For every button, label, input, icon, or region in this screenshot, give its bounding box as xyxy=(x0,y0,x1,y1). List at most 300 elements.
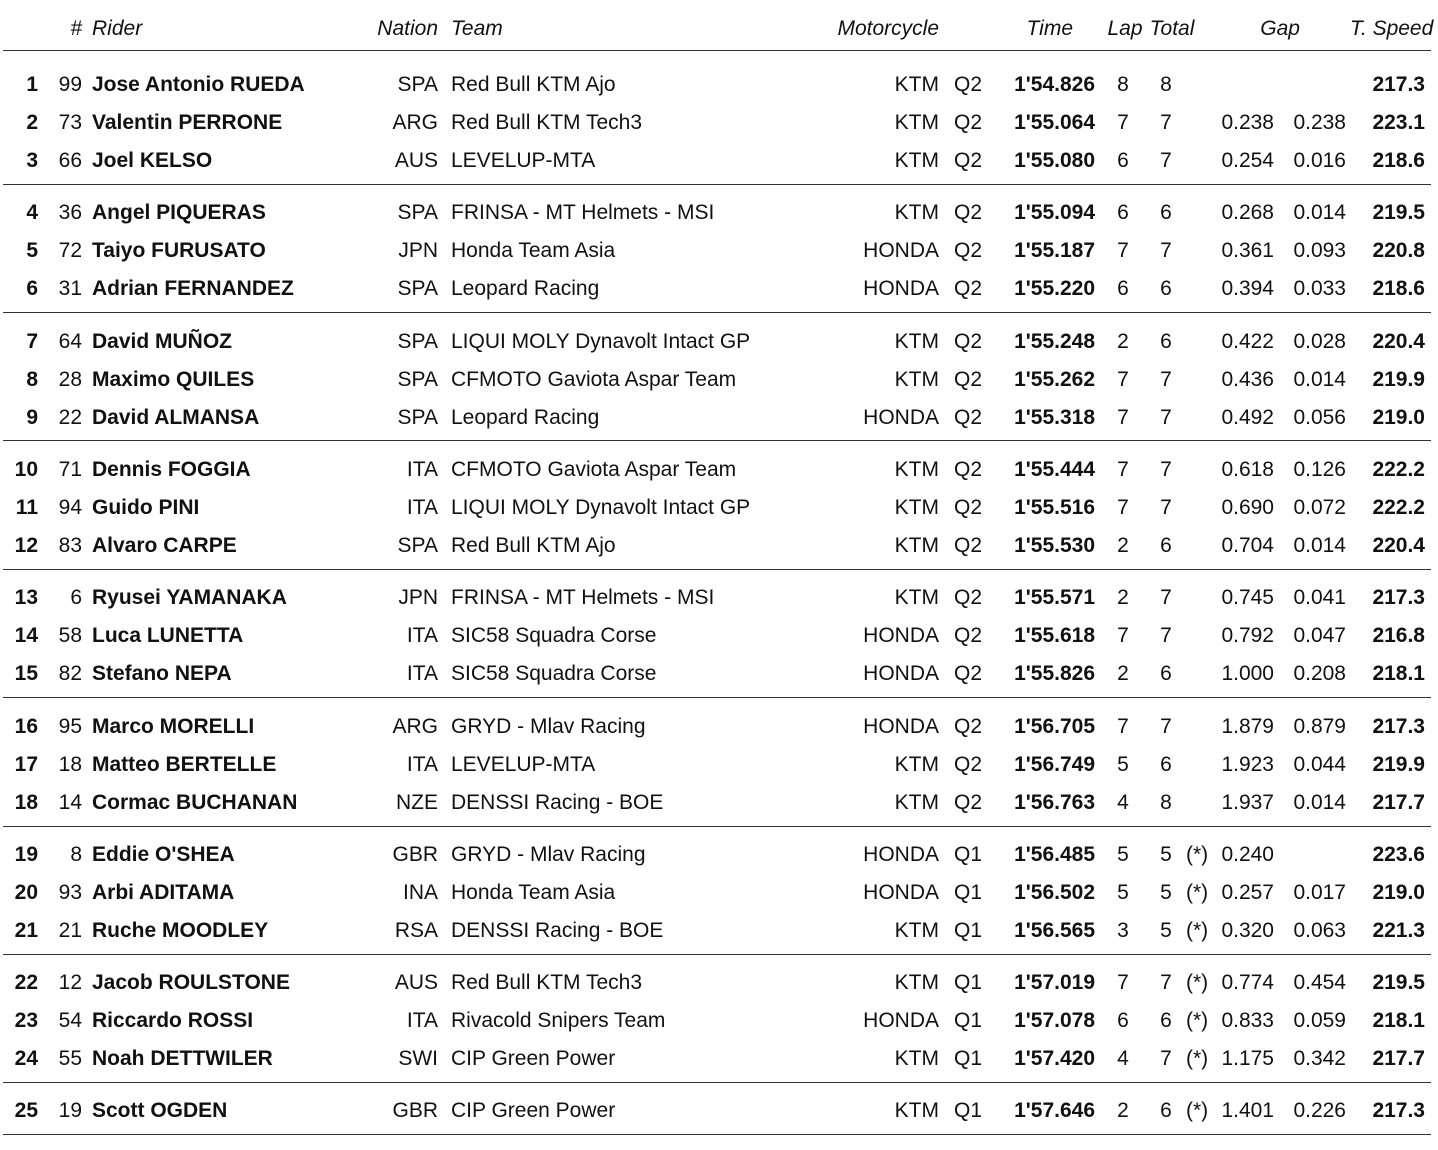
cell-session: Q2 xyxy=(954,586,983,609)
cell-lap: 2 xyxy=(1117,534,1129,557)
cell-rider: Eddie O'SHEA xyxy=(92,843,235,866)
cell-total: 8 xyxy=(1160,73,1172,96)
cell-rider: Maximo QUILES xyxy=(92,368,255,391)
cell-rider: Jacob ROULSTONE xyxy=(92,971,290,994)
cell-num: 72 xyxy=(58,239,82,262)
cell-pos: 12 xyxy=(14,534,38,557)
table-row xyxy=(0,493,1438,523)
cell-prev: 0.017 xyxy=(1293,881,1346,904)
cell-rider: Taiyo FURUSATO xyxy=(92,239,266,262)
cell-time: 1'54.826 xyxy=(1014,73,1095,96)
cell-moto: HONDA xyxy=(863,624,939,647)
cell-total: 7 xyxy=(1160,496,1172,519)
cell-session: Q1 xyxy=(954,1047,983,1070)
cell-team: LIQUI MOLY Dynavolt Intact GP xyxy=(451,496,751,519)
cell-pos: 13 xyxy=(14,586,38,609)
table-row xyxy=(0,750,1438,780)
cell-time: 1'55.187 xyxy=(1014,239,1095,262)
cell-rider: Jose Antonio RUEDA xyxy=(92,73,305,96)
cell-moto: HONDA xyxy=(863,239,939,262)
cell-prev: 0.033 xyxy=(1293,277,1346,300)
cell-gap: 0.422 xyxy=(1221,330,1274,353)
cell-total: 7 xyxy=(1160,1047,1172,1070)
cell-nation: SPA xyxy=(397,368,438,391)
cell-prev: 0.454 xyxy=(1293,971,1346,994)
cell-gap: 0.833 xyxy=(1221,1009,1274,1032)
cell-num: 28 xyxy=(58,368,82,391)
cell-moto: KTM xyxy=(894,534,939,557)
cell-prev: 0.226 xyxy=(1293,1099,1346,1122)
cell-session: Q2 xyxy=(954,330,983,353)
cell-speed: 219.0 xyxy=(1372,406,1425,429)
group-divider xyxy=(3,826,1431,827)
cell-team: LIQUI MOLY Dynavolt Intact GP xyxy=(451,330,751,353)
cell-pos: 10 xyxy=(14,458,38,481)
cell-total: 7 xyxy=(1160,586,1172,609)
cell-nation: ITA xyxy=(406,624,438,647)
cell-rider: Guido PINI xyxy=(92,496,200,519)
cell-gap: 0.394 xyxy=(1221,277,1274,300)
cell-nation: ITA xyxy=(406,458,438,481)
cell-moto: KTM xyxy=(894,149,939,172)
cell-nation: ARG xyxy=(392,715,438,738)
cell-session: Q1 xyxy=(954,1099,983,1122)
cell-pos: 23 xyxy=(14,1009,38,1032)
cell-lap: 3 xyxy=(1117,919,1129,942)
cell-star: (*) xyxy=(1186,919,1209,942)
cell-time: 1'55.220 xyxy=(1014,277,1095,300)
cell-team: DENSSI Racing - BOE xyxy=(451,919,664,942)
cell-pos: 8 xyxy=(26,368,38,391)
cell-pos: 20 xyxy=(14,881,38,904)
cell-lap: 5 xyxy=(1117,843,1129,866)
cell-moto: HONDA xyxy=(863,881,939,904)
cell-speed: 218.1 xyxy=(1372,662,1425,685)
cell-gap: 0.268 xyxy=(1221,201,1274,224)
cell-rider: Dennis FOGGIA xyxy=(92,458,251,481)
group-divider xyxy=(3,697,1431,698)
cell-lap: 7 xyxy=(1117,624,1129,647)
cell-lap: 2 xyxy=(1117,330,1129,353)
cell-moto: HONDA xyxy=(863,406,939,429)
cell-nation: NZE xyxy=(396,791,438,814)
cell-rider: Scott OGDEN xyxy=(92,1099,228,1122)
cell-pos: 4 xyxy=(26,201,38,224)
cell-rider: Stefano NEPA xyxy=(92,662,232,685)
cell-rider: Riccardo ROSSI xyxy=(92,1009,254,1032)
cell-prev xyxy=(1280,70,1346,100)
cell-gap: 0.436 xyxy=(1221,368,1274,391)
cell-team: GRYD - Mlav Racing xyxy=(451,715,646,738)
cell-nation: GBR xyxy=(392,1099,438,1122)
group-divider xyxy=(3,1134,1431,1135)
table-row xyxy=(0,968,1438,998)
cell-time: 1'55.618 xyxy=(1014,624,1095,647)
cell-moto: KTM xyxy=(894,73,939,96)
cell-gap: 0.690 xyxy=(1221,496,1274,519)
cell-time: 1'55.080 xyxy=(1014,149,1095,172)
cell-lap: 2 xyxy=(1117,1099,1129,1122)
cell-lap: 7 xyxy=(1117,368,1129,391)
cell-session: Q1 xyxy=(954,919,983,942)
cell-lap: 7 xyxy=(1117,715,1129,738)
cell-moto: KTM xyxy=(894,201,939,224)
cell-session: Q2 xyxy=(954,111,983,134)
cell-num: 58 xyxy=(58,624,82,647)
table-row xyxy=(0,583,1438,613)
table-row xyxy=(0,916,1438,946)
cell-pos: 21 xyxy=(14,919,38,942)
cell-prev: 0.014 xyxy=(1293,201,1346,224)
cell-session: Q1 xyxy=(954,971,983,994)
cell-speed: 217.3 xyxy=(1372,1099,1425,1122)
cell-num: 73 xyxy=(58,111,82,134)
cell-total: 6 xyxy=(1160,662,1172,685)
col-time-header: Time xyxy=(1026,17,1073,40)
cell-session: Q2 xyxy=(954,753,983,776)
cell-prev: 0.044 xyxy=(1293,753,1346,776)
cell-time: 1'55.064 xyxy=(1014,111,1095,134)
cell-speed: 217.3 xyxy=(1372,586,1425,609)
cell-nation: SPA xyxy=(397,277,438,300)
cell-pos: 1 xyxy=(26,73,38,96)
cell-rider: Luca LUNETTA xyxy=(92,624,244,647)
cell-num: 93 xyxy=(58,881,82,904)
cell-team: FRINSA - MT Helmets - MSI xyxy=(451,586,715,609)
cell-num: 99 xyxy=(58,73,82,96)
cell-prev: 0.063 xyxy=(1293,919,1346,942)
col-total-header: Total xyxy=(1149,17,1195,40)
cell-pos: 18 xyxy=(14,791,38,814)
cell-rider: Alvaro CARPE xyxy=(92,534,237,557)
table-row xyxy=(0,712,1438,742)
cell-rider: David MUÑOZ xyxy=(92,330,233,353)
cell-pos: 15 xyxy=(14,662,38,685)
cell-nation: SPA xyxy=(397,330,438,353)
cell-speed: 220.4 xyxy=(1372,534,1425,557)
cell-session: Q1 xyxy=(954,1009,983,1032)
cell-nation: SPA xyxy=(397,534,438,557)
cell-rider: Arbi ADITAMA xyxy=(92,881,235,904)
cell-team: Honda Team Asia xyxy=(451,881,616,904)
cell-star: (*) xyxy=(1186,881,1209,904)
col-rider-header: Rider xyxy=(92,17,143,40)
col-nation-header: Nation xyxy=(377,17,438,40)
cell-nation: RSA xyxy=(394,919,438,942)
cell-gap: 0.792 xyxy=(1221,624,1274,647)
cell-lap: 2 xyxy=(1117,662,1129,685)
cell-session: Q2 xyxy=(954,624,983,647)
table-row xyxy=(0,146,1438,176)
table-row xyxy=(0,531,1438,561)
table-row xyxy=(0,621,1438,651)
cell-speed: 217.3 xyxy=(1372,73,1425,96)
cell-num: 22 xyxy=(58,406,82,429)
cell-gap: 1.937 xyxy=(1221,791,1274,814)
cell-prev: 0.208 xyxy=(1293,662,1346,685)
cell-prev: 0.093 xyxy=(1293,239,1346,262)
group-divider xyxy=(3,569,1431,570)
cell-speed: 220.8 xyxy=(1372,239,1425,262)
cell-session: Q2 xyxy=(954,73,983,96)
cell-gap: 0.257 xyxy=(1221,881,1274,904)
cell-prev: 0.059 xyxy=(1293,1009,1346,1032)
table-row xyxy=(0,327,1438,357)
group-divider xyxy=(3,1082,1431,1083)
cell-nation: JPN xyxy=(398,239,438,262)
cell-pos: 2 xyxy=(26,111,38,134)
cell-moto: KTM xyxy=(894,330,939,353)
cell-team: SIC58 Squadra Corse xyxy=(451,662,657,685)
cell-nation: ARG xyxy=(392,111,438,134)
cell-total: 7 xyxy=(1160,715,1172,738)
cell-rider: Marco MORELLI xyxy=(92,715,255,738)
group-divider xyxy=(3,184,1431,185)
cell-team: CFMOTO Gaviota Aspar Team xyxy=(451,368,737,391)
cell-total: 7 xyxy=(1160,458,1172,481)
cell-gap: 0.240 xyxy=(1221,843,1274,866)
cell-team: GRYD - Mlav Racing xyxy=(451,843,646,866)
cell-nation: JPN xyxy=(398,586,438,609)
cell-moto: HONDA xyxy=(863,715,939,738)
cell-total: 7 xyxy=(1160,624,1172,647)
cell-num: 18 xyxy=(58,753,82,776)
cell-gap: 1.401 xyxy=(1221,1099,1274,1122)
cell-time: 1'55.094 xyxy=(1014,201,1095,224)
cell-time: 1'57.420 xyxy=(1014,1047,1095,1070)
cell-nation: SPA xyxy=(397,406,438,429)
cell-nation: ITA xyxy=(406,662,438,685)
cell-speed: 222.2 xyxy=(1372,458,1425,481)
cell-speed: 218.1 xyxy=(1372,1009,1425,1032)
cell-team: Leopard Racing xyxy=(451,277,600,300)
table-row xyxy=(0,840,1438,870)
col-num-header: # xyxy=(70,17,82,40)
cell-num: 6 xyxy=(70,586,82,609)
cell-gap: 1.923 xyxy=(1221,753,1274,776)
cell-speed: 217.7 xyxy=(1372,1047,1425,1070)
cell-session: Q2 xyxy=(954,458,983,481)
cell-pos: 19 xyxy=(14,843,38,866)
cell-speed: 219.0 xyxy=(1372,881,1425,904)
cell-team: CFMOTO Gaviota Aspar Team xyxy=(451,458,737,481)
cell-moto: KTM xyxy=(894,458,939,481)
cell-gap: 0.774 xyxy=(1221,971,1274,994)
cell-time: 1'55.530 xyxy=(1014,534,1095,557)
table-row xyxy=(0,878,1438,908)
cell-nation: ITA xyxy=(406,496,438,519)
cell-lap: 2 xyxy=(1117,586,1129,609)
cell-rider: Noah DETTWILER xyxy=(92,1047,273,1070)
cell-speed: 223.6 xyxy=(1372,843,1425,866)
cell-rider: Matteo BERTELLE xyxy=(92,753,277,776)
cell-num: 12 xyxy=(58,971,82,994)
cell-total: 7 xyxy=(1160,239,1172,262)
cell-session: Q2 xyxy=(954,368,983,391)
cell-total: 5 xyxy=(1160,919,1172,942)
cell-session: Q2 xyxy=(954,277,983,300)
cell-speed: 217.3 xyxy=(1372,715,1425,738)
cell-pos: 22 xyxy=(14,971,38,994)
cell-total: 6 xyxy=(1160,534,1172,557)
cell-time: 1'57.646 xyxy=(1014,1099,1095,1122)
cell-gap: 0.745 xyxy=(1221,586,1274,609)
cell-team: Red Bull KTM Ajo xyxy=(451,534,616,557)
cell-rider: Ryusei YAMANAKA xyxy=(92,586,287,609)
cell-total: 6 xyxy=(1160,1099,1172,1122)
cell-team: Red Bull KTM Tech3 xyxy=(451,111,643,134)
cell-prev: 0.342 xyxy=(1293,1047,1346,1070)
group-divider xyxy=(3,954,1431,955)
cell-moto: HONDA xyxy=(863,843,939,866)
cell-moto: HONDA xyxy=(863,277,939,300)
cell-session: Q2 xyxy=(954,662,983,685)
cell-total: 7 xyxy=(1160,368,1172,391)
header-divider xyxy=(3,50,1431,51)
col-speed-header: T. Speed xyxy=(1350,17,1434,40)
cell-speed: 223.1 xyxy=(1372,111,1425,134)
cell-session: Q2 xyxy=(954,201,983,224)
cell-star: (*) xyxy=(1186,843,1209,866)
cell-moto: KTM xyxy=(894,586,939,609)
cell-num: 94 xyxy=(58,496,82,519)
cell-moto: HONDA xyxy=(863,1009,939,1032)
table-row xyxy=(0,788,1438,818)
table-row xyxy=(0,365,1438,395)
cell-prev: 0.028 xyxy=(1293,330,1346,353)
cell-lap: 5 xyxy=(1117,753,1129,776)
table-row xyxy=(0,659,1438,689)
cell-time: 1'57.078 xyxy=(1014,1009,1095,1032)
cell-time: 1'56.705 xyxy=(1014,715,1095,738)
cell-lap: 7 xyxy=(1117,239,1129,262)
cell-session: Q2 xyxy=(954,239,983,262)
cell-speed: 218.6 xyxy=(1372,149,1425,172)
table-row xyxy=(0,1044,1438,1074)
cell-lap: 7 xyxy=(1117,971,1129,994)
cell-pos: 14 xyxy=(14,624,38,647)
cell-gap: 0.254 xyxy=(1221,149,1274,172)
table-row xyxy=(0,1006,1438,1036)
cell-rider: Adrian FERNANDEZ xyxy=(92,277,294,300)
cell-time: 1'56.485 xyxy=(1014,843,1095,866)
cell-num: 64 xyxy=(58,330,82,353)
cell-num: 82 xyxy=(58,662,82,685)
table-row xyxy=(0,236,1438,266)
cell-moto: KTM xyxy=(894,496,939,519)
cell-moto: KTM xyxy=(894,1099,939,1122)
cell-star: (*) xyxy=(1186,971,1209,994)
cell-num: 8 xyxy=(70,843,82,866)
cell-gap: 0.618 xyxy=(1221,458,1274,481)
col-motorcycle-header: Motorcycle xyxy=(837,17,939,40)
col-lap-header: Lap xyxy=(1107,17,1143,40)
cell-lap: 5 xyxy=(1117,881,1129,904)
cell-prev: 0.126 xyxy=(1293,458,1346,481)
cell-time: 1'55.826 xyxy=(1014,662,1095,685)
cell-num: 95 xyxy=(58,715,82,738)
cell-speed: 219.5 xyxy=(1372,971,1425,994)
cell-moto: KTM xyxy=(894,753,939,776)
cell-num: 21 xyxy=(58,919,82,942)
cell-num: 55 xyxy=(58,1047,82,1070)
cell-gap: 0.320 xyxy=(1221,919,1274,942)
cell-prev: 0.014 xyxy=(1293,791,1346,814)
cell-rider: Valentin PERRONE xyxy=(92,111,283,134)
cell-speed: 218.6 xyxy=(1372,277,1425,300)
cell-nation: INA xyxy=(402,881,438,904)
table-row xyxy=(0,198,1438,228)
cell-num: 19 xyxy=(58,1099,82,1122)
cell-num: 36 xyxy=(58,201,82,224)
cell-rider: Cormac BUCHANAN xyxy=(92,791,298,814)
cell-pos: 16 xyxy=(14,715,38,738)
cell-moto: HONDA xyxy=(863,662,939,685)
cell-moto: KTM xyxy=(894,1047,939,1070)
cell-pos: 17 xyxy=(14,753,38,776)
cell-pos: 11 xyxy=(15,496,38,519)
cell-speed: 219.9 xyxy=(1372,753,1425,776)
cell-prev: 0.238 xyxy=(1293,111,1346,134)
cell-nation: SPA xyxy=(397,73,438,96)
cell-session: Q1 xyxy=(954,843,983,866)
cell-nation: SWI xyxy=(398,1047,438,1070)
group-divider xyxy=(3,312,1431,313)
cell-team: Honda Team Asia xyxy=(451,239,616,262)
cell-lap: 7 xyxy=(1117,496,1129,519)
cell-total: 6 xyxy=(1160,1009,1172,1032)
cell-rider: Ruche MOODLEY xyxy=(92,919,269,942)
table-row xyxy=(0,403,1438,433)
cell-lap: 4 xyxy=(1117,1047,1129,1070)
cell-lap: 6 xyxy=(1117,149,1129,172)
cell-time: 1'55.318 xyxy=(1014,406,1095,429)
cell-pos: 7 xyxy=(26,330,38,353)
cell-nation: ITA xyxy=(406,753,438,776)
cell-team: CIP Green Power xyxy=(451,1099,616,1122)
cell-moto: KTM xyxy=(894,791,939,814)
cell-prev: 0.047 xyxy=(1293,624,1346,647)
cell-nation: SPA xyxy=(397,201,438,224)
cell-nation: GBR xyxy=(392,843,438,866)
cell-speed: 219.9 xyxy=(1372,368,1425,391)
cell-session: Q2 xyxy=(954,715,983,738)
cell-lap: 6 xyxy=(1117,277,1129,300)
cell-num: 83 xyxy=(58,534,82,557)
cell-team: Red Bull KTM Ajo xyxy=(451,73,616,96)
cell-rider: Joel KELSO xyxy=(92,149,213,172)
cell-team: Red Bull KTM Tech3 xyxy=(451,971,643,994)
cell-session: Q1 xyxy=(954,881,983,904)
cell-team: FRINSA - MT Helmets - MSI xyxy=(451,201,715,224)
cell-speed: 222.2 xyxy=(1372,496,1425,519)
cell-speed: 219.5 xyxy=(1372,201,1425,224)
cell-pos: 6 xyxy=(26,277,38,300)
cell-speed: 220.4 xyxy=(1372,330,1425,353)
cell-prev: 0.879 xyxy=(1293,715,1346,738)
cell-gap xyxy=(1210,70,1274,100)
cell-time: 1'55.444 xyxy=(1014,458,1095,481)
cell-prev: 0.072 xyxy=(1293,496,1346,519)
cell-moto: KTM xyxy=(894,111,939,134)
cell-lap: 6 xyxy=(1117,1009,1129,1032)
cell-team: SIC58 Squadra Corse xyxy=(451,624,657,647)
cell-num: 14 xyxy=(58,791,82,814)
cell-team: DENSSI Racing - BOE xyxy=(451,791,664,814)
cell-speed: 216.8 xyxy=(1372,624,1425,647)
table-row xyxy=(0,70,1438,100)
cell-gap: 0.704 xyxy=(1221,534,1274,557)
